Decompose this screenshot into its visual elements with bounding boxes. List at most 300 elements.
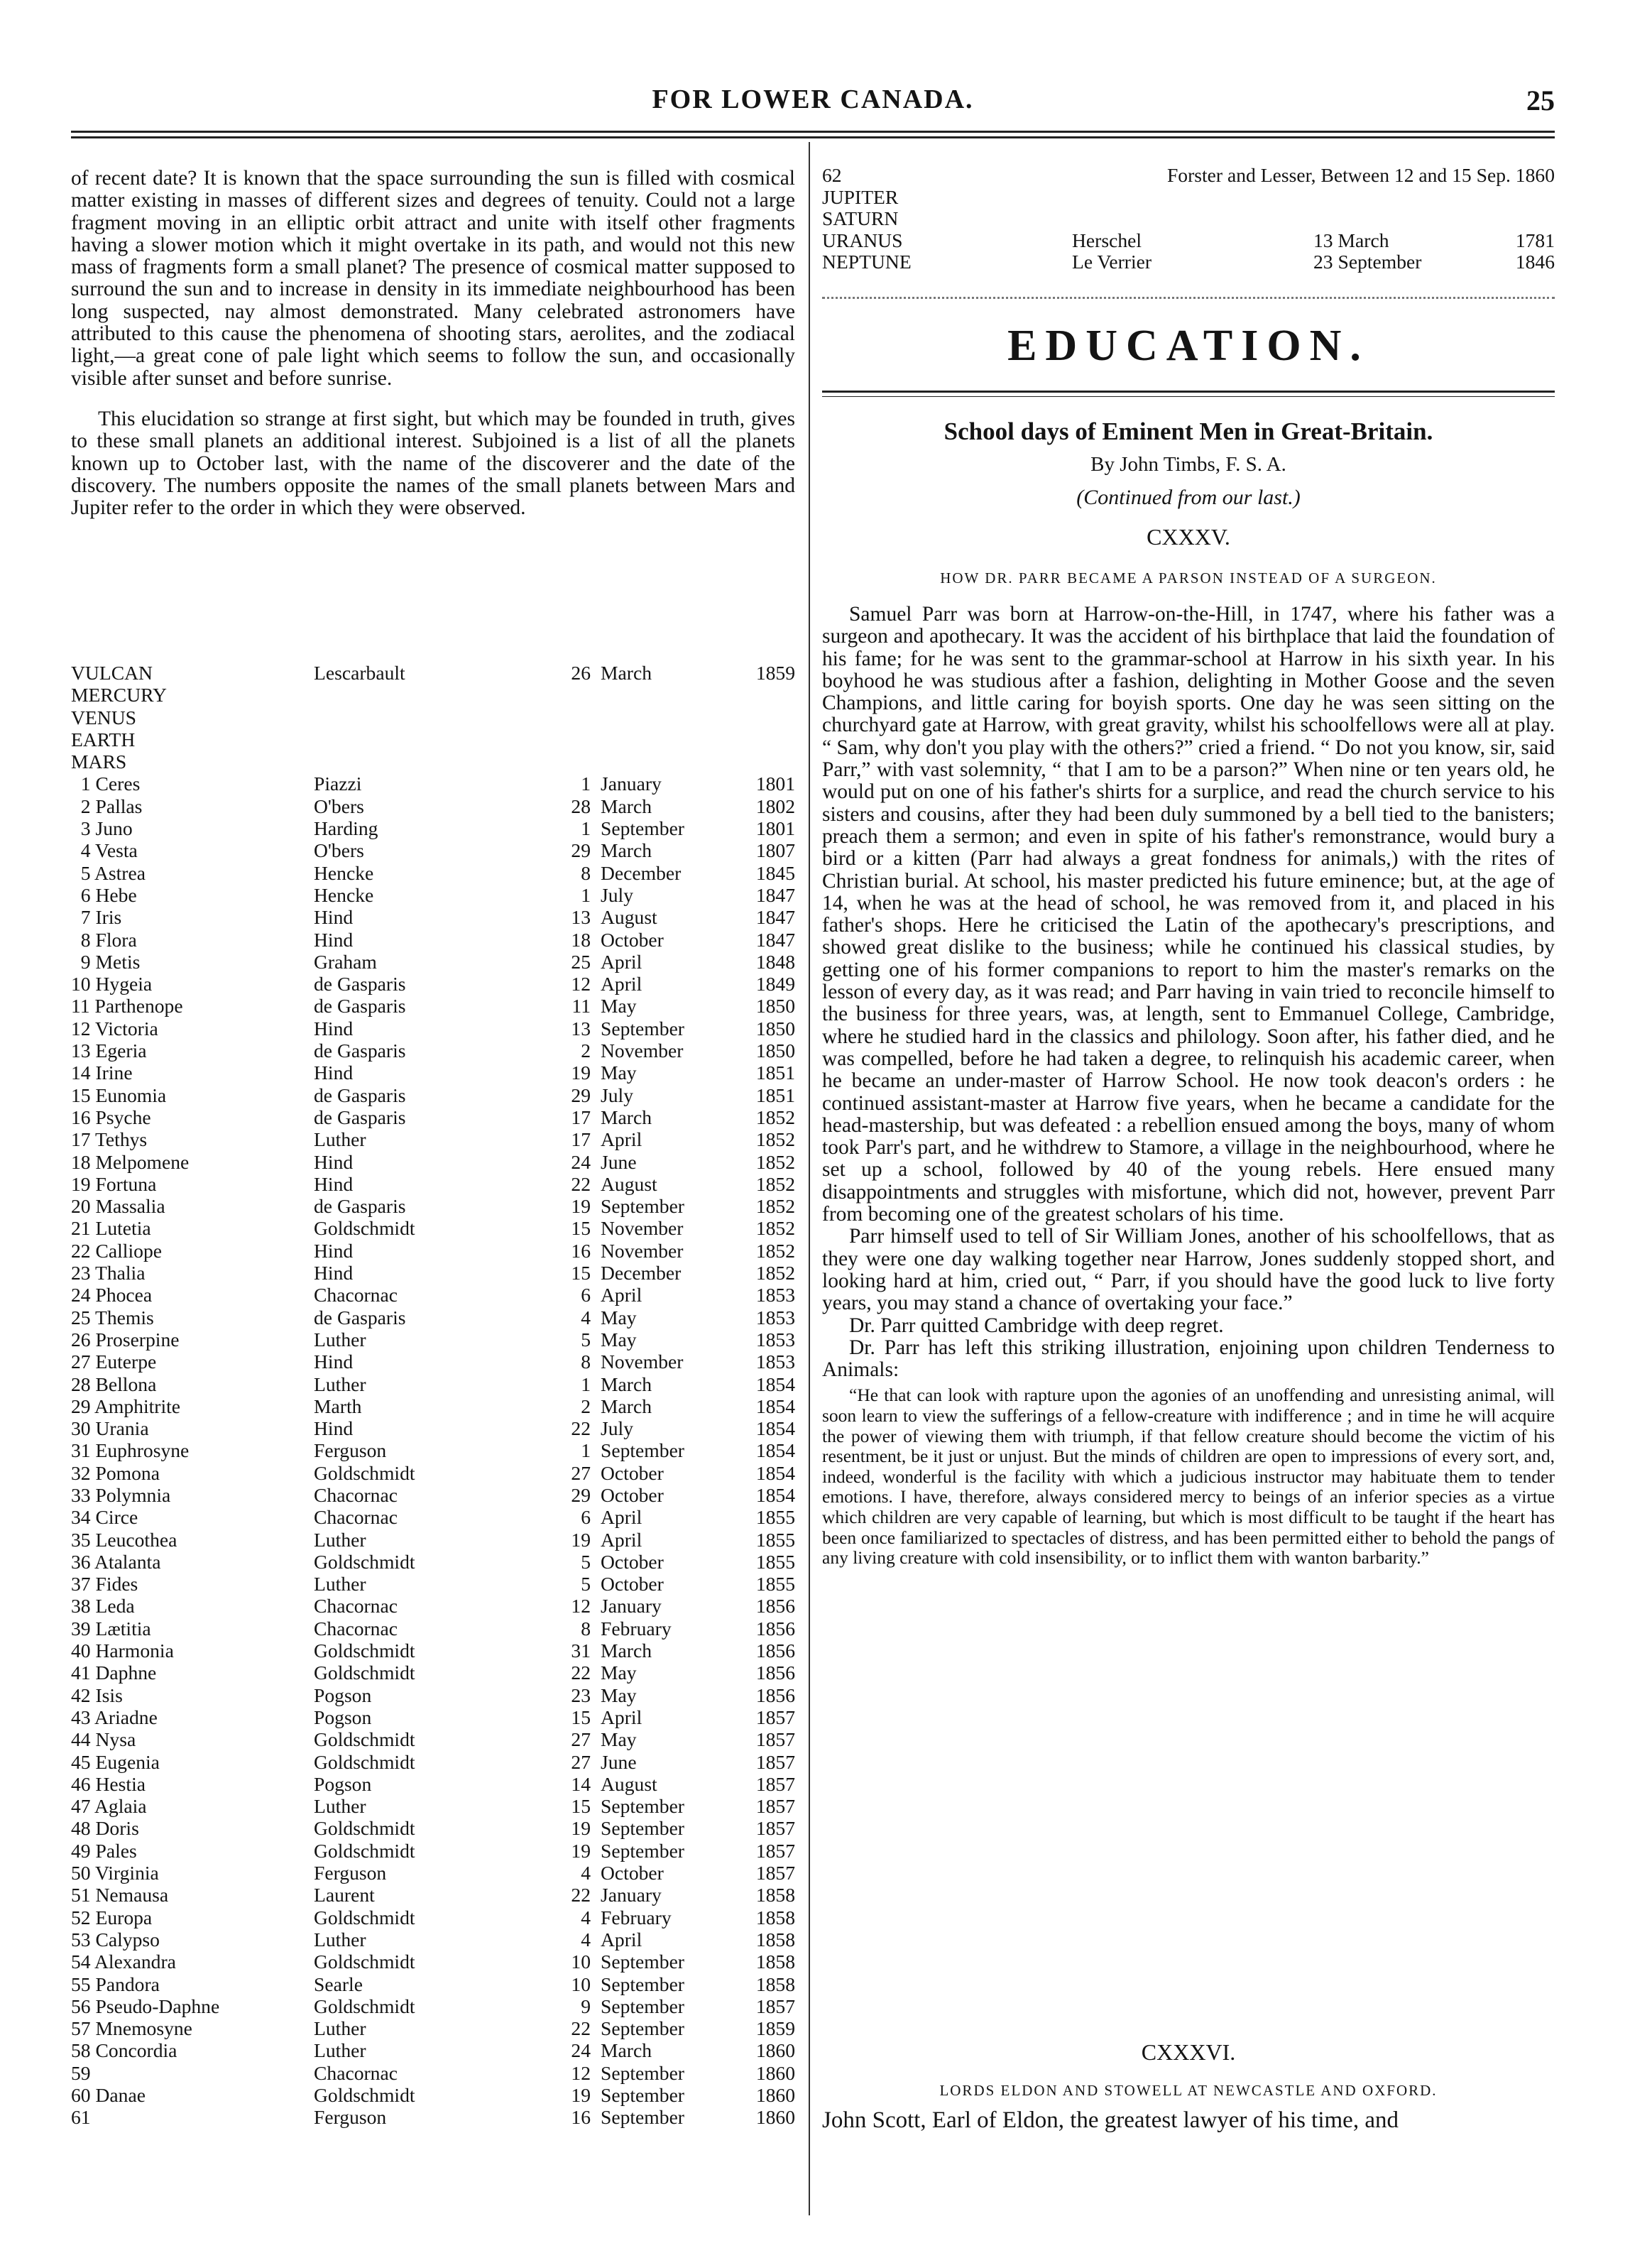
planet-year: 1847 bbox=[755, 928, 795, 951]
planet-month: May bbox=[601, 1306, 637, 1329]
planet-name: MARS bbox=[71, 751, 127, 773]
planet-month: September bbox=[601, 1195, 685, 1218]
planet-row bbox=[71, 1684, 795, 1706]
planet-discoverer: O'bers bbox=[314, 795, 364, 817]
planet-row bbox=[71, 1395, 795, 1417]
planet-row bbox=[71, 707, 795, 729]
planet-day bbox=[520, 684, 591, 706]
planet-month: November bbox=[601, 1351, 684, 1373]
planet-discoverer: Le Verrier bbox=[1072, 251, 1152, 273]
planet-year: 1847 bbox=[755, 906, 795, 929]
column-divider bbox=[809, 142, 810, 2215]
planet-row bbox=[71, 1262, 795, 1284]
planet-day: 19 bbox=[571, 1062, 591, 1084]
planet-discoverer: Goldschmidt bbox=[314, 1906, 415, 1929]
planet-month: September bbox=[601, 817, 685, 840]
planet-day: 1 bbox=[581, 1439, 591, 1462]
planet-name: 14 Irine bbox=[71, 1062, 133, 1084]
planet-day: 22 bbox=[571, 1662, 591, 1684]
planet-name: 3 Juno bbox=[71, 817, 133, 840]
planet-year: 1854 bbox=[755, 1483, 795, 1506]
planet-name: 19 Fortuna bbox=[71, 1172, 157, 1195]
planet-month: March bbox=[601, 839, 652, 862]
planet-name: 9 Metis bbox=[71, 950, 141, 973]
planet-discoverer: O'bers bbox=[314, 839, 364, 862]
planet-day: 22 bbox=[571, 2017, 591, 2040]
planet-discoverer: Ferguson bbox=[314, 2106, 387, 2129]
planet-month: December bbox=[601, 861, 682, 884]
planet-day: 13 bbox=[571, 906, 591, 929]
planet-day: 8 bbox=[581, 861, 591, 884]
planet-day: 19 bbox=[571, 1195, 591, 1218]
planet-discoverer: Luther bbox=[314, 1573, 366, 1595]
byline: By John Timbs, F. S. A. bbox=[1090, 453, 1286, 476]
planet-row bbox=[71, 1240, 795, 1262]
planet-row bbox=[71, 2039, 795, 2061]
planet-day bbox=[520, 751, 591, 773]
planet-discoverer bbox=[1072, 208, 1313, 230]
planet-discoverer: Luther bbox=[314, 1528, 366, 1551]
planet-year: 1802 bbox=[755, 795, 795, 817]
planet-name: VENUS bbox=[71, 706, 136, 729]
planet-year: 1856 bbox=[755, 1617, 795, 1640]
planet-name: 47 Aglaia bbox=[71, 1795, 147, 1818]
planet-year: 1852 bbox=[755, 1172, 795, 1195]
planet-day: 4 bbox=[581, 1928, 591, 1951]
planet-name: 33 Polymnia bbox=[71, 1483, 171, 1506]
education-rule-bottom bbox=[822, 396, 1555, 397]
planet-row bbox=[71, 906, 795, 928]
planet-discoverer: Hind bbox=[314, 1172, 354, 1195]
planet-day: 8 bbox=[581, 1617, 591, 1640]
planet-day: 5 bbox=[581, 1328, 591, 1351]
planet-row bbox=[71, 1906, 795, 1929]
planet-month: October bbox=[601, 1573, 664, 1595]
planet-month: November bbox=[601, 1217, 684, 1240]
planet-year: 1857 bbox=[755, 1995, 795, 2017]
planet-discoverer: Ferguson bbox=[314, 1439, 387, 1462]
planet-year: 1858 bbox=[755, 1884, 795, 1906]
planet-month: November bbox=[601, 1239, 684, 1262]
planet-month: October bbox=[601, 1483, 664, 1506]
planet-day: 12 bbox=[571, 2061, 591, 2084]
planet-discoverer: Hencke bbox=[314, 861, 374, 884]
planet-month: May bbox=[601, 1684, 637, 1706]
planet-day: 23 bbox=[571, 1684, 591, 1706]
planet-discoverer: Goldschmidt bbox=[314, 1461, 415, 1484]
planet-month: March bbox=[601, 662, 652, 684]
planet-row bbox=[71, 995, 795, 1017]
planet-name: EARTH bbox=[71, 728, 136, 751]
planet-name: 21 Lutetia bbox=[71, 1217, 151, 1240]
planet-year: 1852 bbox=[755, 1106, 795, 1128]
planet-name: 59 bbox=[71, 2061, 91, 2084]
planet-day: 2 bbox=[581, 1040, 591, 1062]
planet-year: 1857 bbox=[755, 1750, 795, 1773]
planet-year: 1856 bbox=[755, 1595, 795, 1618]
planet-month: September bbox=[601, 1839, 685, 1862]
planet-name: 11 Parthenope bbox=[71, 995, 183, 1018]
planet-year: 1855 bbox=[755, 1573, 795, 1595]
planet-discoverer: de Gasparis bbox=[314, 995, 406, 1018]
planet-row bbox=[822, 187, 1555, 209]
planet-discoverer: Luther bbox=[314, 1128, 366, 1151]
planet-name: 60 Danae bbox=[71, 2084, 146, 2106]
education-heading: EDUCATION. bbox=[1007, 322, 1369, 370]
planet-row bbox=[71, 1040, 795, 1062]
planet-day bbox=[520, 729, 591, 751]
planet-day: 12 bbox=[571, 1595, 591, 1618]
planet-name: 13 Egeria bbox=[71, 1040, 147, 1062]
planet-name: 41 Daphne bbox=[71, 1662, 157, 1684]
planet-month: March bbox=[601, 1395, 652, 1417]
planet-day: 10 bbox=[571, 1973, 591, 1995]
planet-name: 23 Thalia bbox=[71, 1262, 146, 1284]
planet-month: February bbox=[601, 1617, 672, 1640]
planet-name: 54 Alexandra bbox=[71, 1951, 176, 1973]
planet-name: 32 Pomona bbox=[71, 1461, 160, 1484]
planet-day: 27 bbox=[571, 1750, 591, 1773]
planet-discoverer: Luther bbox=[314, 1373, 366, 1395]
planet-year: 1852 bbox=[755, 1150, 795, 1173]
planet-year bbox=[743, 729, 795, 751]
planet-row bbox=[71, 817, 795, 839]
planet-name: 18 Melpomene bbox=[71, 1150, 190, 1173]
planet-discoverer: Pogson bbox=[314, 1706, 372, 1728]
planet-month: May bbox=[601, 995, 637, 1018]
planet-month: September bbox=[601, 2084, 685, 2106]
planet-day: 29 bbox=[571, 1084, 591, 1106]
planet-discoverer: Pogson bbox=[314, 1772, 372, 1795]
planet-name: 48 Doris bbox=[71, 1817, 139, 1840]
planet-row bbox=[71, 2062, 795, 2084]
chapter-number-1: CXXXV. bbox=[1147, 524, 1230, 550]
planet-month: May bbox=[601, 1662, 637, 1684]
planet-name: 58 Concordia bbox=[71, 2039, 177, 2062]
planet-name: 57 Mnemosyne bbox=[71, 2017, 192, 2040]
left-paragraph-2: This elucidation so strange at first sight, but which may be founded in truth, gives to these small planets an additional interest. Subjoined is a list of all the planets known up to October last, with the name of the discoverer and the date of the discovery. The numbers opposite the names of the small planets between Mars and Jupiter refer to the order in which they were observed. bbox=[71, 407, 795, 520]
planet-name: 26 Proserpine bbox=[71, 1328, 180, 1351]
planet-name: 22 Calliope bbox=[71, 1239, 162, 1262]
planet-year: 1854 bbox=[755, 1461, 795, 1484]
parr-paragraph-3: Dr. Parr quitted Cambridge with deep regret. bbox=[849, 1314, 1224, 1337]
planet-row bbox=[71, 839, 795, 861]
planet-year: 1851 bbox=[755, 1084, 795, 1106]
planet-year: 1860 bbox=[755, 2061, 795, 2084]
planet-name: 12 Victoria bbox=[71, 1017, 158, 1040]
planet-name: 40 Harmonia bbox=[71, 1640, 174, 1662]
planet-name: 4 Vesta bbox=[71, 839, 138, 862]
planet-row bbox=[71, 1195, 795, 1217]
planet-discoverer: Laurent bbox=[314, 1884, 375, 1906]
planet-row bbox=[71, 1351, 795, 1373]
planet-discoverer: Marth bbox=[314, 1395, 362, 1417]
planet-discoverer: Hind bbox=[314, 1262, 354, 1284]
planet-year bbox=[1491, 208, 1555, 230]
planet-month: March bbox=[601, 2039, 652, 2062]
planet-month: August bbox=[601, 906, 657, 929]
planet-year: 1854 bbox=[755, 1373, 795, 1395]
planet-name: 6 Hebe bbox=[71, 883, 137, 906]
planet-row bbox=[71, 1151, 795, 1173]
planet-row bbox=[71, 1817, 795, 1839]
planet-name: 20 Massalia bbox=[71, 1195, 165, 1218]
parr-paragraph-2: Parr himself used to tell of Sir William Jones, another of his schoolfellows, that as they were one day walking together near Harrow, Jones suddenly stopped short, and looking hard at him, cried out, “ Parr, if you should have the good luck to live forty years, you may stand a chance of overtaking your face.” bbox=[822, 1225, 1555, 1315]
planet-day: 16 bbox=[571, 1239, 591, 1262]
planet-day: 8 bbox=[581, 1351, 591, 1373]
planet-discoverer: Harding bbox=[314, 817, 378, 840]
planet-year bbox=[1491, 187, 1555, 209]
planet-day: 5 bbox=[581, 1573, 591, 1595]
planet-discoverer: Luther bbox=[314, 2017, 366, 2040]
planet-discoverer: de Gasparis bbox=[314, 1195, 406, 1218]
planet-date bbox=[1313, 208, 1491, 230]
planet-name: 25 Themis bbox=[71, 1306, 154, 1329]
planet-year: 1858 bbox=[755, 1951, 795, 1973]
planet-name: URANUS bbox=[822, 229, 903, 251]
planet-day: 18 bbox=[571, 928, 591, 951]
planet-day: 1 bbox=[581, 883, 591, 906]
planet-year: 1854 bbox=[755, 1417, 795, 1440]
planet-name: MERCURY bbox=[71, 684, 167, 707]
planet-discoverer: Chacornac bbox=[314, 1284, 398, 1306]
planet-year: 1781 bbox=[1515, 229, 1555, 251]
planet-discoverer: Goldschmidt bbox=[314, 1995, 415, 2017]
planet-day: 27 bbox=[571, 1461, 591, 1484]
planet-name: 15 Eunomia bbox=[71, 1084, 167, 1106]
planet-day: 1 bbox=[581, 773, 591, 795]
planet-month bbox=[591, 729, 743, 751]
planet-name: 43 Ariadne bbox=[71, 1706, 158, 1728]
planet-name: 45 Eugenia bbox=[71, 1750, 160, 1773]
planet-day: 15 bbox=[571, 1706, 591, 1728]
planet-discoverer: Hind bbox=[314, 906, 354, 929]
planet-month: March bbox=[601, 1106, 652, 1128]
running-title: FOR LOWER CANADA. bbox=[652, 84, 974, 114]
planet-row bbox=[71, 1484, 795, 1506]
planet-day: 6 bbox=[581, 1506, 591, 1529]
planet-month: June bbox=[601, 1150, 637, 1173]
planet-row bbox=[71, 951, 795, 973]
planet-month: January bbox=[601, 773, 662, 795]
planet-discoverer: Chacornac bbox=[314, 1595, 398, 1618]
planet-day: 26 bbox=[571, 662, 591, 684]
planet-row bbox=[71, 1217, 795, 1239]
planet-discoverer: Goldschmidt bbox=[314, 2084, 415, 2106]
planet-month: March bbox=[601, 1640, 652, 1662]
planet-name: 46 Hestia bbox=[71, 1772, 146, 1795]
planet-day: 22 bbox=[571, 1172, 591, 1195]
planet-month: April bbox=[601, 1528, 642, 1551]
page-number: 25 bbox=[1526, 84, 1555, 116]
planet-month: April bbox=[601, 973, 642, 995]
planet-day: 15 bbox=[571, 1795, 591, 1818]
planet-row bbox=[71, 1573, 795, 1595]
planet-row bbox=[71, 862, 795, 884]
planet-row bbox=[71, 929, 795, 951]
chapter-title-2: LORDS ELDON AND STOWELL AT NEWCASTLE AND OXFORD. bbox=[939, 2082, 1438, 2099]
planet-row bbox=[71, 1840, 795, 1862]
planet-row bbox=[71, 1506, 795, 1528]
planet-month: September bbox=[601, 1795, 685, 1818]
planet-year: 1852 bbox=[755, 1195, 795, 1218]
planet-name: 7 Iris bbox=[71, 906, 122, 929]
planet-row bbox=[71, 1417, 795, 1439]
planet-day: 4 bbox=[581, 1862, 591, 1884]
planet-month: July bbox=[601, 883, 633, 906]
planet-month: March bbox=[601, 1373, 652, 1395]
planet-year bbox=[743, 751, 795, 773]
planet-month: February bbox=[601, 1906, 672, 1929]
planet-name: 62 bbox=[822, 164, 842, 186]
planet-year: 1860 bbox=[755, 2039, 795, 2062]
planet-day: 22 bbox=[571, 1417, 591, 1440]
planet-month bbox=[591, 684, 743, 706]
planet-day: 19 bbox=[571, 1839, 591, 1862]
planet-row bbox=[822, 165, 1555, 187]
planet-name: 49 Pales bbox=[71, 1839, 137, 1862]
planet-row bbox=[71, 1329, 795, 1351]
planet-row bbox=[71, 973, 795, 995]
planet-discoverer: Goldschmidt bbox=[314, 1951, 415, 1973]
planet-name: 36 Atalanta bbox=[71, 1550, 161, 1573]
planet-year: 1857 bbox=[755, 1795, 795, 1818]
planet-discoverer: Hind bbox=[314, 928, 354, 951]
planet-year bbox=[743, 707, 795, 729]
planet-discoverer: Forster and Lesser, Between 12 and 15 Sep. 1860 bbox=[1166, 164, 1555, 186]
planet-discoverer: Hind bbox=[314, 1239, 354, 1262]
planet-row bbox=[71, 2106, 795, 2128]
planet-row bbox=[71, 1662, 795, 1684]
continued-note: (Continued from our last.) bbox=[1076, 486, 1301, 509]
planet-month: January bbox=[601, 1884, 662, 1906]
planet-date: 23 September bbox=[1313, 251, 1422, 273]
planet-discoverer: Luther bbox=[314, 1795, 366, 1818]
planet-row bbox=[71, 1618, 795, 1640]
planet-month: April bbox=[601, 950, 642, 973]
planet-discoverer: Herschel bbox=[1072, 229, 1142, 251]
planet-name: 55 Pandora bbox=[71, 1973, 160, 1995]
planet-name: 5 Astrea bbox=[71, 861, 146, 884]
planet-year: 1801 bbox=[755, 773, 795, 795]
planet-year: 1807 bbox=[755, 839, 795, 862]
header-rule-bottom bbox=[71, 136, 1555, 138]
planet-discoverer bbox=[1072, 187, 1313, 209]
planet-row bbox=[71, 1929, 795, 1951]
planet-year: 1857 bbox=[755, 1817, 795, 1840]
planet-row bbox=[71, 2017, 795, 2039]
planet-row bbox=[71, 684, 795, 706]
planet-row bbox=[71, 1773, 795, 1795]
planet-row bbox=[71, 1306, 795, 1329]
planet-row bbox=[71, 1128, 795, 1150]
planet-month: May bbox=[601, 1728, 637, 1751]
planet-year: 1860 bbox=[755, 2084, 795, 2106]
planet-row bbox=[71, 1529, 795, 1551]
planet-month: September bbox=[601, 1951, 685, 1973]
left-column bbox=[71, 168, 795, 519]
planet-year: 1854 bbox=[755, 1395, 795, 1417]
planet-year: 1850 bbox=[755, 1017, 795, 1040]
planet-month: September bbox=[601, 1973, 685, 1995]
planet-row bbox=[71, 1751, 795, 1773]
planet-year: 1845 bbox=[755, 861, 795, 884]
planet-discoverer: Luther bbox=[314, 2039, 366, 2062]
planet-discoverer: Lescarbault bbox=[314, 662, 405, 684]
planet-row bbox=[71, 1640, 795, 1662]
planet-year: 1853 bbox=[755, 1328, 795, 1351]
planet-name: 42 Isis bbox=[71, 1684, 123, 1706]
planet-row bbox=[71, 884, 795, 906]
planet-month: April bbox=[601, 1706, 642, 1728]
planet-month: August bbox=[601, 1772, 657, 1795]
planet-name: SATURN bbox=[822, 207, 899, 229]
planet-day: 15 bbox=[571, 1217, 591, 1240]
planet-row bbox=[822, 208, 1555, 230]
planet-row bbox=[71, 1084, 795, 1106]
planet-discoverer: Chacornac bbox=[314, 2061, 398, 2084]
planet-year: 1855 bbox=[755, 1506, 795, 1529]
planet-month: November bbox=[601, 1040, 684, 1062]
planet-discoverer: Chacornac bbox=[314, 1483, 398, 1506]
planet-month: September bbox=[601, 1817, 685, 1840]
planet-day: 22 bbox=[571, 1884, 591, 1906]
planet-name: 17 Tethys bbox=[71, 1128, 148, 1151]
planet-day: 1 bbox=[581, 1373, 591, 1395]
planet-discoverer: Hind bbox=[314, 1150, 354, 1173]
planet-month: September bbox=[601, 1995, 685, 2017]
planet-day: 28 bbox=[571, 795, 591, 817]
planet-year: 1857 bbox=[755, 1839, 795, 1862]
planet-discoverer: Hind bbox=[314, 1017, 354, 1040]
planet-discoverer: Piazzi bbox=[314, 773, 362, 795]
planet-name: 24 Phocea bbox=[71, 1284, 153, 1306]
planet-month: October bbox=[601, 1461, 664, 1484]
planet-month: December bbox=[601, 1262, 682, 1284]
planet-year: 1857 bbox=[755, 1772, 795, 1795]
right-column-body bbox=[822, 604, 1555, 1569]
planet-row bbox=[71, 1951, 795, 1973]
planet-year: 1858 bbox=[755, 1906, 795, 1929]
planet-discoverer: Luther bbox=[314, 1928, 366, 1951]
planet-row bbox=[71, 795, 795, 817]
planet-row bbox=[71, 1973, 795, 1995]
planet-name: 2 Pallas bbox=[71, 795, 143, 817]
planet-name: 35 Leucothea bbox=[71, 1528, 177, 1551]
planet-name: 61 bbox=[71, 2106, 91, 2129]
planet-day: 14 bbox=[571, 1772, 591, 1795]
planet-month: June bbox=[601, 1750, 637, 1773]
planet-discoverer bbox=[314, 684, 520, 706]
planet-month bbox=[591, 751, 743, 773]
planet-month: October bbox=[601, 1550, 664, 1573]
planet-day: 27 bbox=[571, 1728, 591, 1751]
planet-date: 13 March bbox=[1313, 229, 1389, 251]
planet-year: 1855 bbox=[755, 1528, 795, 1551]
planet-month: September bbox=[601, 1017, 685, 1040]
planet-name: 51 Nemausa bbox=[71, 1884, 169, 1906]
planet-day bbox=[520, 707, 591, 729]
planet-year: 1850 bbox=[755, 1040, 795, 1062]
planet-row bbox=[71, 1595, 795, 1617]
planet-name: 16 Psyche bbox=[71, 1106, 151, 1128]
planet-year: 1859 bbox=[755, 2017, 795, 2040]
planet-year: 1852 bbox=[755, 1239, 795, 1262]
planet-month bbox=[591, 707, 743, 729]
left-paragraph-1: of recent date? It is known that the space surrounding the sun is filled with cosmical matter existing in masses of different sizes and degrees of tenuity. Could not a large fragment moving in an elliptic orbit attract and unite with itself other fragments having a slower motion which it might overtake in its path, and would not this new mass of fragments form a small planet? The presence of cosmical matter supposed to surround the sun and to increase in density in its immediate neighbourhood has been long suspected, nay almost demonstrated. Many celebrated astronomers have attributed to this cause the phenomena of shooting stars, aerolites, and the zodiacal light,—a great cone of pale light which seems to follow the sun, and occasionally visible after sunset and before sunrise. bbox=[71, 167, 795, 390]
planet-day: 16 bbox=[571, 2106, 591, 2129]
planet-row bbox=[71, 1439, 795, 1461]
